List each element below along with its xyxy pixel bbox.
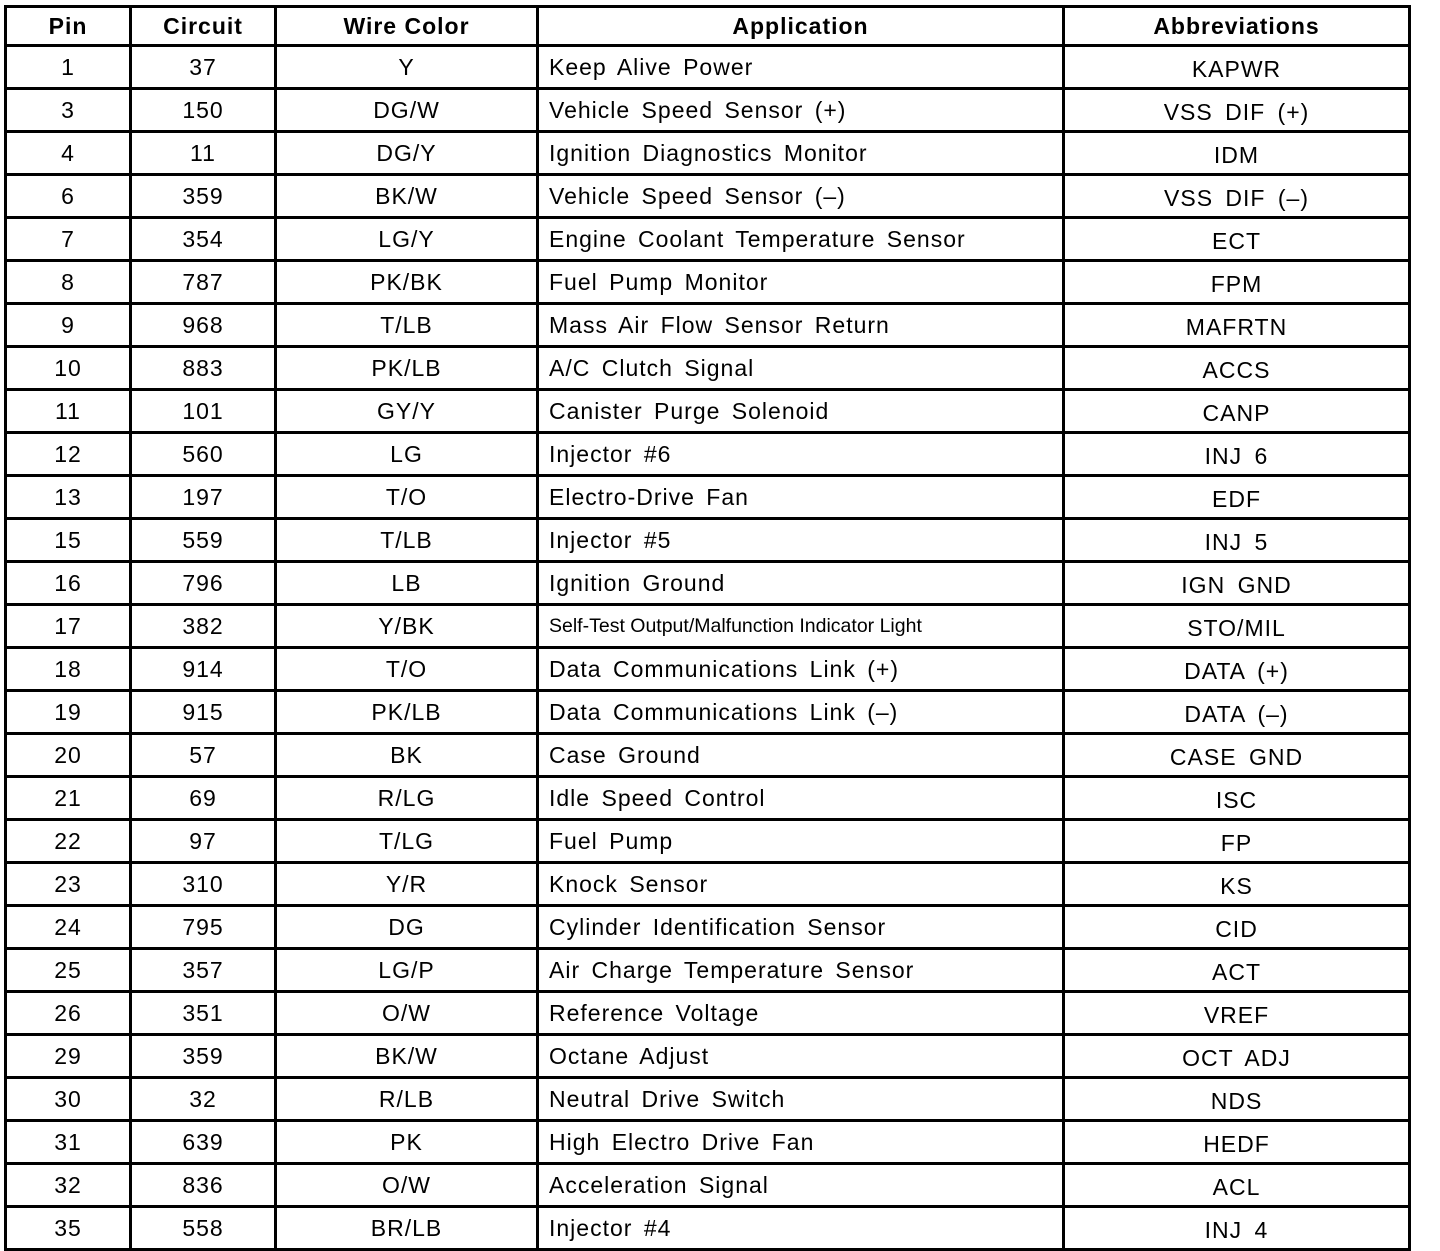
cell-wire-color: PK/LB <box>276 691 538 734</box>
cell-pin: 15 <box>6 519 131 562</box>
cell-abbreviation: HEDF <box>1064 1121 1410 1164</box>
table-row <box>6 433 1410 476</box>
header-abbreviations: Abbreviations <box>1064 7 1410 46</box>
cell-wire-color: PK/LB <box>276 347 538 390</box>
cell-wire-color: BK <box>276 734 538 777</box>
table-row <box>6 1164 1410 1207</box>
cell-abbreviation: OCT ADJ <box>1064 1035 1410 1078</box>
cell-application: Neutral Drive Switch <box>538 1078 1064 1121</box>
cell-circuit: 101 <box>131 390 276 433</box>
cell-pin: 6 <box>6 175 131 218</box>
cell-abbreviation: EDF <box>1064 476 1410 519</box>
cell-circuit: 359 <box>131 1035 276 1078</box>
cell-wire-color: LG/P <box>276 949 538 992</box>
cell-pin: 8 <box>6 261 131 304</box>
table-row <box>6 390 1410 433</box>
cell-application: Electro-Drive Fan <box>538 476 1064 519</box>
table-row <box>6 863 1410 906</box>
cell-circuit: 915 <box>131 691 276 734</box>
cell-pin: 21 <box>6 777 131 820</box>
cell-wire-color: DG <box>276 906 538 949</box>
cell-circuit: 97 <box>131 820 276 863</box>
pin-table-container <box>4 5 1411 1251</box>
cell-application: Canister Purge Solenoid <box>538 390 1064 433</box>
table-row <box>6 734 1410 777</box>
cell-circuit: 11 <box>131 132 276 175</box>
cell-pin: 20 <box>6 734 131 777</box>
cell-application: Fuel Pump Monitor <box>538 261 1064 304</box>
cell-application: Case Ground <box>538 734 1064 777</box>
cell-wire-color: O/W <box>276 992 538 1035</box>
table-header-row <box>6 7 1410 46</box>
cell-application: Octane Adjust <box>538 1035 1064 1078</box>
cell-application: Fuel Pump <box>538 820 1064 863</box>
cell-circuit: 197 <box>131 476 276 519</box>
cell-pin: 32 <box>6 1164 131 1207</box>
cell-abbreviation: CID <box>1064 906 1410 949</box>
cell-wire-color: T/O <box>276 476 538 519</box>
cell-circuit: 310 <box>131 863 276 906</box>
cell-abbreviation: DATA (+) <box>1064 648 1410 691</box>
cell-pin: 31 <box>6 1121 131 1164</box>
cell-abbreviation: NDS <box>1064 1078 1410 1121</box>
cell-pin: 17 <box>6 605 131 648</box>
table-body <box>6 46 1410 1250</box>
cell-wire-color: DG/Y <box>276 132 538 175</box>
cell-circuit: 914 <box>131 648 276 691</box>
cell-abbreviation: ECT <box>1064 218 1410 261</box>
cell-circuit: 351 <box>131 992 276 1035</box>
cell-circuit: 787 <box>131 261 276 304</box>
cell-application: Ignition Ground <box>538 562 1064 605</box>
cell-application: Vehicle Speed Sensor (–) <box>538 175 1064 218</box>
header-application: Application <box>538 7 1064 46</box>
cell-abbreviation: ISC <box>1064 777 1410 820</box>
cell-circuit: 359 <box>131 175 276 218</box>
cell-pin: 10 <box>6 347 131 390</box>
cell-abbreviation: ACT <box>1064 949 1410 992</box>
table-row <box>6 691 1410 734</box>
cell-wire-color: LG/Y <box>276 218 538 261</box>
table-row <box>6 261 1410 304</box>
cell-application: Cylinder Identification Sensor <box>538 906 1064 949</box>
table-row <box>6 519 1410 562</box>
cell-circuit: 795 <box>131 906 276 949</box>
table-row <box>6 949 1410 992</box>
table-row <box>6 992 1410 1035</box>
cell-abbreviation: INJ 5 <box>1064 519 1410 562</box>
cell-pin: 22 <box>6 820 131 863</box>
table-row <box>6 562 1410 605</box>
cell-abbreviation: VREF <box>1064 992 1410 1035</box>
cell-application: Air Charge Temperature Sensor <box>538 949 1064 992</box>
cell-application: Idle Speed Control <box>538 777 1064 820</box>
cell-abbreviation: FPM <box>1064 261 1410 304</box>
cell-application: Injector #5 <box>538 519 1064 562</box>
cell-wire-color: BR/LB <box>276 1207 538 1250</box>
cell-application: Keep Alive Power <box>538 46 1064 89</box>
cell-wire-color: BK/W <box>276 175 538 218</box>
cell-abbreviation: ACL <box>1064 1164 1410 1207</box>
pin-assignment-table <box>4 5 1411 1251</box>
cell-application: Data Communications Link (+) <box>538 648 1064 691</box>
table-row <box>6 476 1410 519</box>
cell-abbreviation: FP <box>1064 820 1410 863</box>
cell-circuit: 558 <box>131 1207 276 1250</box>
cell-pin: 7 <box>6 218 131 261</box>
header-pin: Pin <box>6 7 131 46</box>
cell-pin: 4 <box>6 132 131 175</box>
cell-pin: 29 <box>6 1035 131 1078</box>
cell-abbreviation: VSS DIF (–) <box>1064 175 1410 218</box>
header-circuit: Circuit <box>131 7 276 46</box>
cell-pin: 12 <box>6 433 131 476</box>
cell-abbreviation: KAPWR <box>1064 46 1410 89</box>
cell-abbreviation: IDM <box>1064 132 1410 175</box>
cell-circuit: 354 <box>131 218 276 261</box>
cell-circuit: 382 <box>131 605 276 648</box>
cell-application: Injector #6 <box>538 433 1064 476</box>
cell-pin: 11 <box>6 390 131 433</box>
cell-application: Engine Coolant Temperature Sensor <box>538 218 1064 261</box>
cell-application: Vehicle Speed Sensor (+) <box>538 89 1064 132</box>
table-row <box>6 605 1410 648</box>
cell-pin: 19 <box>6 691 131 734</box>
cell-wire-color: PK <box>276 1121 538 1164</box>
cell-wire-color: PK/BK <box>276 261 538 304</box>
cell-circuit: 357 <box>131 949 276 992</box>
cell-pin: 18 <box>6 648 131 691</box>
cell-pin: 13 <box>6 476 131 519</box>
cell-wire-color: R/LB <box>276 1078 538 1121</box>
cell-pin: 35 <box>6 1207 131 1250</box>
cell-wire-color: GY/Y <box>276 390 538 433</box>
cell-pin: 24 <box>6 906 131 949</box>
cell-circuit: 560 <box>131 433 276 476</box>
cell-abbreviation: IGN GND <box>1064 562 1410 605</box>
cell-pin: 26 <box>6 992 131 1035</box>
cell-wire-color: O/W <box>276 1164 538 1207</box>
cell-application: Ignition Diagnostics Monitor <box>538 132 1064 175</box>
cell-abbreviation: VSS DIF (+) <box>1064 89 1410 132</box>
table-row <box>6 1207 1410 1250</box>
table-row <box>6 648 1410 691</box>
cell-application: Acceleration Signal <box>538 1164 1064 1207</box>
cell-circuit: 150 <box>131 89 276 132</box>
cell-wire-color: BK/W <box>276 1035 538 1078</box>
cell-application: Knock Sensor <box>538 863 1064 906</box>
cell-abbreviation: DATA (–) <box>1064 691 1410 734</box>
cell-abbreviation: CANP <box>1064 390 1410 433</box>
cell-application: Reference Voltage <box>538 992 1064 1035</box>
cell-wire-color: LB <box>276 562 538 605</box>
cell-circuit: 968 <box>131 304 276 347</box>
table-row <box>6 304 1410 347</box>
cell-application: Self-Test Output/Malfunction Indicator Light <box>538 605 1064 648</box>
table-row <box>6 777 1410 820</box>
cell-pin: 25 <box>6 949 131 992</box>
cell-circuit: 836 <box>131 1164 276 1207</box>
header-wire-color: Wire Color <box>276 7 538 46</box>
cell-circuit: 69 <box>131 777 276 820</box>
cell-pin: 1 <box>6 46 131 89</box>
table-row <box>6 347 1410 390</box>
cell-wire-color: LG <box>276 433 538 476</box>
cell-circuit: 37 <box>131 46 276 89</box>
cell-wire-color: Y <box>276 46 538 89</box>
cell-wire-color: T/LG <box>276 820 538 863</box>
cell-pin: 30 <box>6 1078 131 1121</box>
cell-abbreviation: CASE GND <box>1064 734 1410 777</box>
table-row <box>6 89 1410 132</box>
cell-abbreviation: STO/MIL <box>1064 605 1410 648</box>
cell-pin: 16 <box>6 562 131 605</box>
cell-application: Injector #4 <box>538 1207 1064 1250</box>
cell-application: A/C Clutch Signal <box>538 347 1064 390</box>
cell-pin: 3 <box>6 89 131 132</box>
cell-wire-color: Y/R <box>276 863 538 906</box>
cell-pin: 9 <box>6 304 131 347</box>
table-row <box>6 1121 1410 1164</box>
cell-circuit: 796 <box>131 562 276 605</box>
cell-abbreviation: KS <box>1064 863 1410 906</box>
cell-application: Mass Air Flow Sensor Return <box>538 304 1064 347</box>
table-row <box>6 906 1410 949</box>
cell-wire-color: T/LB <box>276 519 538 562</box>
table-row <box>6 1078 1410 1121</box>
cell-circuit: 57 <box>131 734 276 777</box>
cell-circuit: 639 <box>131 1121 276 1164</box>
table-row <box>6 820 1410 863</box>
cell-circuit: 883 <box>131 347 276 390</box>
cell-abbreviation: INJ 6 <box>1064 433 1410 476</box>
table-row <box>6 218 1410 261</box>
cell-wire-color: R/LG <box>276 777 538 820</box>
cell-abbreviation: INJ 4 <box>1064 1207 1410 1250</box>
cell-application: High Electro Drive Fan <box>538 1121 1064 1164</box>
cell-wire-color: DG/W <box>276 89 538 132</box>
cell-wire-color: Y/BK <box>276 605 538 648</box>
cell-circuit: 32 <box>131 1078 276 1121</box>
cell-wire-color: T/O <box>276 648 538 691</box>
table-row <box>6 132 1410 175</box>
cell-application: Data Communications Link (–) <box>538 691 1064 734</box>
cell-circuit: 559 <box>131 519 276 562</box>
table-row <box>6 46 1410 89</box>
cell-abbreviation: ACCS <box>1064 347 1410 390</box>
cell-wire-color: T/LB <box>276 304 538 347</box>
cell-abbreviation: MAFRTN <box>1064 304 1410 347</box>
table-row <box>6 1035 1410 1078</box>
cell-pin: 23 <box>6 863 131 906</box>
table-row <box>6 175 1410 218</box>
